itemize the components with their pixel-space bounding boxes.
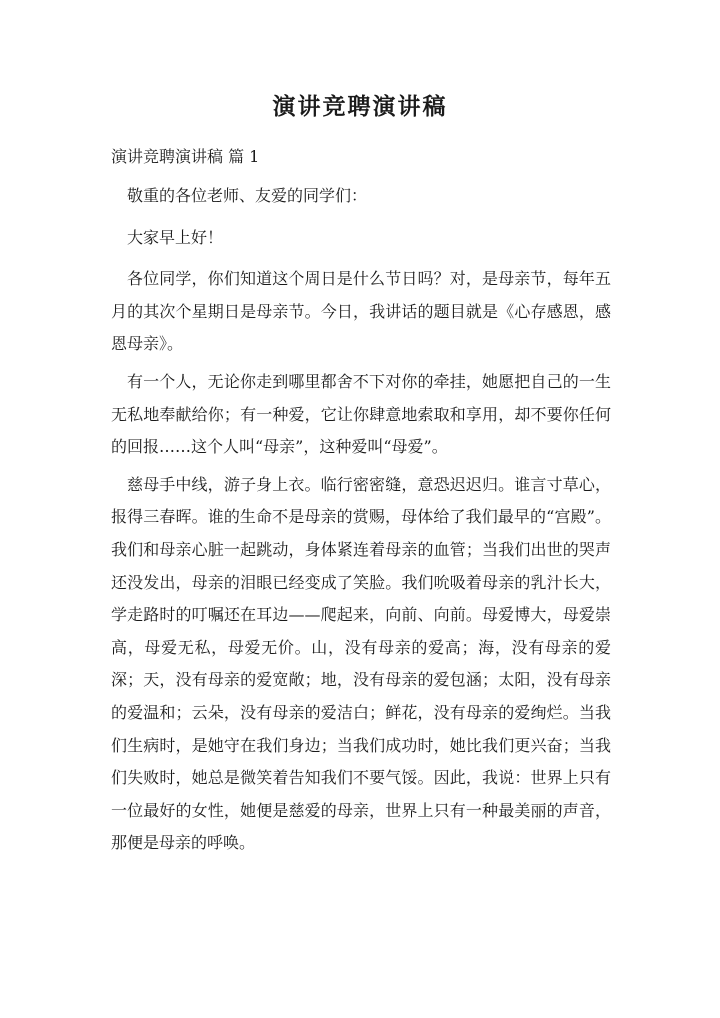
morning-greeting-paragraph: 大家早上好！ [127, 227, 224, 247]
document-body [111, 180, 611, 865]
document-title: 演讲竞聘演讲稿 [272, 93, 448, 120]
greeting-paragraph: 敬重的各位老师、友爱的同学们： [127, 186, 368, 205]
body-paragraph: 有一个人，无论你走到哪里都舍不下对你的牵挂，她愿把自己的一生无私地奉献给你；有一种爱，它让你肆意地索取和享用，却不要你任何的回报……这个人叫“母亲”，这种爱叫“母爱”。 [111, 371, 611, 457]
body-paragraph: 慈母手中线，游子身上衣。临行密密缝，意恐迟迟归。谁言寸草心，报得三春晖。谁的生命不是母亲的赏赐，母体给了我们最早的“宫殿”。我们和母亲心脏一起跳动，身体紧连着母亲的血管；当我们出世的哭声还没发出，母亲的泪眼已经变成了笑脸。我们吮吸着母亲的乳汁长大，学走路时的叮嘱还在耳边——爬起来，向前、向前。母爱博大，母爱崇高，母爱无私，母爱无价。山，没有母亲的爱高；海，没有母亲的爱深；天，没有母亲的爱宽敞；地，没有母亲的爱包涵；太阳，没有母亲的爱温和；云朵，没有母亲的爱洁白；鲜花，没有母亲的爱绚烂。当我们生病时，是她守在我们身边；当我们成功时，她比我们更兴奋；当我们失败时，她总是微笑着告知我们不要气馁。因此，我说：世界上只有一位最好的女性，她便是慈爱的母亲，世界上只有一种最美丽的声音，那便是母亲的呼唤。 [111, 474, 611, 853]
document-subtitle: 演讲竞聘演讲稿 篇 1 [111, 147, 260, 166]
body-paragraph: 各位同学，你们知道这个周日是什么节日吗？对，是母亲节，每年五月的其次个星期日是母亲节。今日，我讲话的题目就是《心存感恩，感恩母亲》。 [111, 269, 611, 354]
